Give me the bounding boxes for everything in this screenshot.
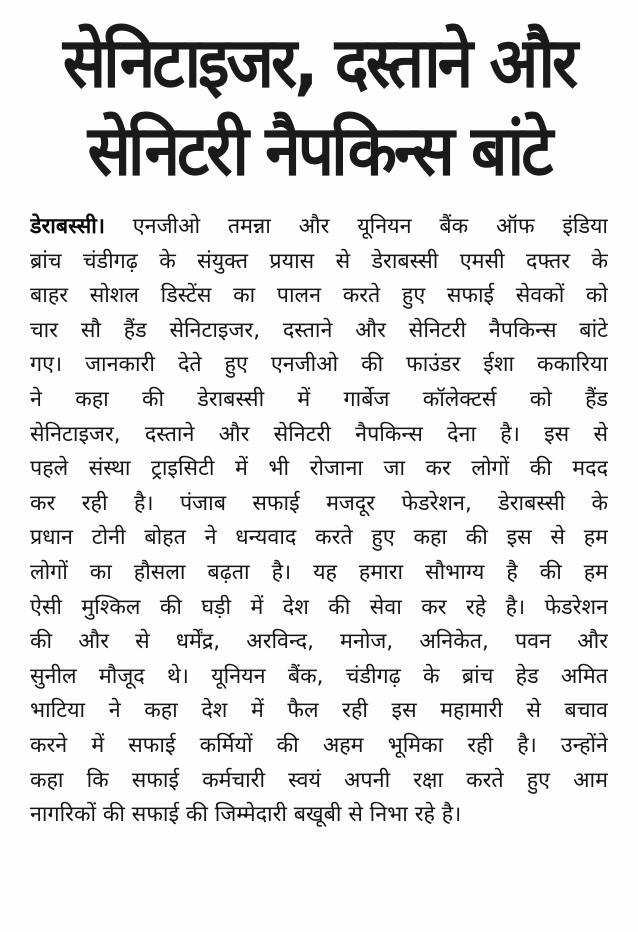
body-line: ब्रांच चंडीगढ़ के संयुक्त प्रयास से डेराबस्सी एमसी दफ्तर के	[30, 248, 608, 274]
body-line: कर रही है। पंजाब सफाई मजदूर फेडरेशन, डेराबस्सी के	[30, 490, 608, 516]
article-body	[30, 210, 608, 922]
body-line: भाटिया ने कहा देश में फैल रही इस महामारी से बचाव	[30, 698, 608, 724]
body-line: सेनिटाइजर, दस्ताने और सेनिटरी नैपकिन्स देना है। इस से	[30, 421, 608, 447]
body-line-last: नागरिकों की सफाई की जिम्मेदारी बखूबी से निभा रहे है।	[30, 802, 462, 828]
body-line: गए। जानकारी देते हुए एनजीओ की फाउंडर ईशा ककारिया	[30, 352, 608, 378]
body-line: प्रधान टोनी बोहत ने धन्यवाद करते हुए कहा की इस से हम	[30, 525, 608, 551]
body-line: की और से धर्मेंद्र, अरविन्द, मनोज, अनिकेत, पवन और	[30, 629, 608, 655]
body-line: ने कहा की डेराबस्सी में गार्बेज कॉलेक्टर्स को हैंड	[30, 386, 608, 412]
body-line: लोगों का हौसला बढ़ता है। यह हमारा सौभाग्य है की हम	[30, 559, 608, 585]
headline	[14, 20, 624, 198]
dateline: डेराबस्सी।	[30, 214, 105, 239]
headline-line-2: सेनिटरी नैपकिन्स बांटे	[87, 112, 551, 192]
body-line: कहा कि सफाई कर्मचारी स्वयं अपनी रक्षा करते हुए आम	[30, 767, 608, 793]
body-line: सुनील मौजूद थे। यूनियन बैंक, चंडीगढ़ के ब्रांच हेड अमित	[30, 663, 608, 689]
body-line: बाहर सोशल डिस्टेंस का पालन करते हुए सफाई सेवकों को	[30, 283, 608, 309]
body-line: चार सौ हैंड सेनिटाइजर, दस्ताने और सेनिटरी नैपकिन्स बांटे	[30, 317, 608, 343]
body-line: ऐसी मुश्किल की घड़ी में देश की सेवा कर रहे है। फेडरेशन	[30, 594, 608, 620]
body-line-1-text: एनजीओ तमन्ना और यूनियन बैंक ऑफ इंडिया	[104, 214, 608, 239]
body-line-1	[30, 210, 608, 245]
body-line: करने में सफाई कर्मियों की अहम भूमिका रही है। उन्होंने	[30, 732, 608, 758]
body-line: पहले संस्था ट्राइसिटी में भी रोजाना जा कर लोगों की मदद	[30, 456, 608, 482]
headline-line-1: सेनिटाइजर, दस्ताने और	[62, 24, 576, 104]
